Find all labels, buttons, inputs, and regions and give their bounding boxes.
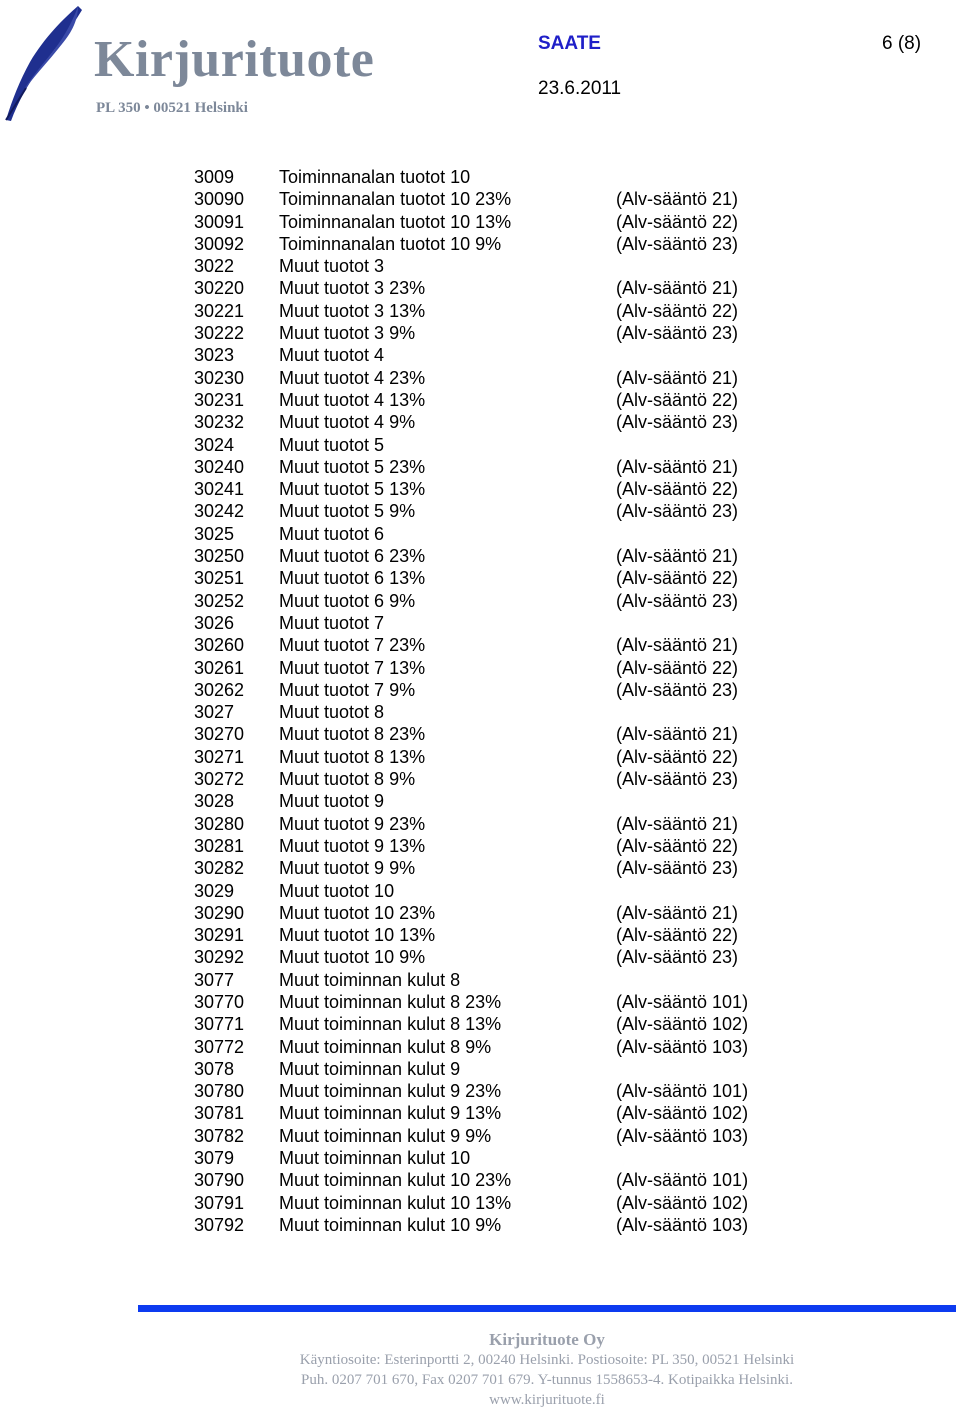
account-code: 30792 bbox=[194, 1214, 245, 1235]
account-name: Muut tuotot 5 9% bbox=[279, 501, 416, 522]
account-name: Muut tuotot 10 23% bbox=[279, 902, 436, 923]
account-code: 30771 bbox=[194, 1014, 245, 1035]
account-code: 30782 bbox=[194, 1125, 245, 1146]
account-name: Muut toiminnan kulut 8 23% bbox=[279, 991, 502, 1012]
document-date: 23.6.2011 bbox=[538, 78, 622, 99]
page-number: 6 (8) bbox=[882, 33, 922, 54]
account-code: 3023 bbox=[194, 345, 235, 366]
vat-rule: (Alv-sääntö 22) bbox=[616, 925, 739, 946]
account-code: 30281 bbox=[194, 835, 245, 856]
vat-rule: (Alv-sääntö 102) bbox=[616, 1014, 749, 1035]
account-name: Muut tuotot 8 13% bbox=[279, 746, 426, 767]
account-name: Muut toiminnan kulut 10 23% bbox=[279, 1170, 512, 1191]
account-name: Muut tuotot 7 9% bbox=[279, 679, 416, 700]
account-name: Muut tuotot 7 13% bbox=[279, 657, 426, 678]
account-name: Toiminnanalan tuotot 10 9% bbox=[279, 233, 502, 254]
vat-rule: (Alv-sääntö 101) bbox=[616, 1170, 749, 1191]
account-code: 30280 bbox=[194, 813, 245, 834]
account-code: 3026 bbox=[194, 612, 235, 633]
account-name: Muut toiminnan kulut 9 9% bbox=[279, 1125, 492, 1146]
account-code: 30241 bbox=[194, 479, 245, 500]
account-name: Muut tuotot 3 bbox=[279, 256, 385, 277]
account-name: Muut tuotot 9 13% bbox=[279, 835, 426, 856]
account-name: Toiminnanalan tuotot 10 13% bbox=[279, 211, 512, 232]
vat-rule: (Alv-sääntö 23) bbox=[616, 323, 739, 344]
account-code: 30090 bbox=[194, 189, 245, 210]
vat-rule: (Alv-sääntö 103) bbox=[616, 1214, 749, 1235]
account-code: 30092 bbox=[194, 233, 245, 254]
account-code: 3025 bbox=[194, 523, 235, 544]
vat-rule: (Alv-sääntö 22) bbox=[616, 568, 739, 589]
account-code: 3009 bbox=[194, 167, 235, 187]
account-name: Muut tuotot 9 9% bbox=[279, 858, 416, 879]
vat-rule: (Alv-sääntö 102) bbox=[616, 1103, 749, 1124]
account-name: Muut tuotot 5 23% bbox=[279, 456, 426, 477]
account-name: Muut tuotot 6 9% bbox=[279, 590, 416, 611]
account-name: Muut tuotot 10 9% bbox=[279, 947, 426, 968]
account-code: 30091 bbox=[194, 211, 245, 232]
account-name: Muut toiminnan kulut 8 13% bbox=[279, 1014, 502, 1035]
account-code: 30292 bbox=[194, 947, 245, 968]
account-code: 30290 bbox=[194, 902, 245, 923]
account-name: Muut tuotot 3 23% bbox=[279, 278, 426, 299]
account-code: 30261 bbox=[194, 657, 245, 678]
account-code: 3029 bbox=[194, 880, 235, 901]
vat-rule: (Alv-sääntö 23) bbox=[616, 412, 739, 433]
account-code: 30240 bbox=[194, 456, 245, 477]
account-name: Muut tuotot 7 bbox=[279, 612, 385, 633]
account-code: 30260 bbox=[194, 635, 245, 656]
account-name: Muut tuotot 4 23% bbox=[279, 367, 426, 388]
vat-rule: (Alv-sääntö 22) bbox=[616, 746, 739, 767]
account-code: 3022 bbox=[194, 256, 235, 277]
account-name: Muut tuotot 5 13% bbox=[279, 479, 426, 500]
account-code: 30791 bbox=[194, 1192, 245, 1213]
account-code: 30770 bbox=[194, 991, 245, 1012]
account-code: 30220 bbox=[194, 278, 245, 299]
account-name: Muut tuotot 9 bbox=[279, 791, 385, 812]
account-code: 30781 bbox=[194, 1103, 245, 1124]
account-name: Muut toiminnan kulut 8 bbox=[279, 969, 461, 990]
vat-rule: (Alv-sääntö 21) bbox=[616, 456, 739, 477]
vat-rule: (Alv-sääntö 22) bbox=[616, 300, 739, 321]
vat-rule: (Alv-sääntö 103) bbox=[616, 1125, 749, 1146]
vat-rule: (Alv-sääntö 21) bbox=[616, 278, 739, 299]
footer-company: Kirjurituote Oy bbox=[489, 1330, 605, 1349]
account-code: 30222 bbox=[194, 323, 245, 344]
account-name: Muut tuotot 8 bbox=[279, 702, 385, 723]
vat-rule: (Alv-sääntö 22) bbox=[616, 657, 739, 678]
account-code: 30271 bbox=[194, 746, 245, 767]
account-name: Muut toiminnan kulut 9 bbox=[279, 1058, 461, 1079]
footer-address: Käyntiosoite: Esterinportti 2, 00240 Helsinki. Postiosoite: PL 350, 00521 Helsinki bbox=[299, 1352, 795, 1368]
account-code: 30772 bbox=[194, 1036, 245, 1057]
account-name: Muut toiminnan kulut 10 bbox=[279, 1148, 471, 1169]
account-code: 30232 bbox=[194, 412, 245, 433]
account-code: 30790 bbox=[194, 1170, 245, 1191]
account-code: 30272 bbox=[194, 769, 245, 790]
account-name: Muut toiminnan kulut 9 23% bbox=[279, 1081, 502, 1102]
account-code: 30780 bbox=[194, 1081, 245, 1102]
vat-rule: (Alv-sääntö 23) bbox=[616, 679, 739, 700]
vat-rule: (Alv-sääntö 22) bbox=[616, 389, 739, 410]
vat-rule: (Alv-sääntö 23) bbox=[616, 947, 739, 968]
account-code: 30282 bbox=[194, 858, 245, 879]
vat-rule: (Alv-sääntö 101) bbox=[616, 991, 749, 1012]
account-code: 3078 bbox=[194, 1058, 235, 1079]
account-code: 30251 bbox=[194, 568, 245, 589]
footer bbox=[262, 1330, 832, 1410]
vat-rule: (Alv-sääntö 22) bbox=[616, 835, 739, 856]
account-name: Muut tuotot 6 13% bbox=[279, 568, 426, 589]
footer-website: www.kirjurituote.fi bbox=[489, 1392, 605, 1408]
account-code: 3027 bbox=[194, 702, 235, 723]
company-logo bbox=[2, 4, 382, 124]
account-code: 30252 bbox=[194, 590, 245, 611]
vat-rule: (Alv-sääntö 21) bbox=[616, 902, 739, 923]
vat-rule: (Alv-sääntö 23) bbox=[616, 233, 739, 254]
account-name: Muut tuotot 4 bbox=[279, 345, 385, 366]
vat-rule: (Alv-sääntö 103) bbox=[616, 1036, 749, 1057]
account-code: 30242 bbox=[194, 501, 245, 522]
account-code: 30291 bbox=[194, 925, 245, 946]
logo-company-name: Kirjurituote bbox=[94, 31, 375, 88]
vat-rule: (Alv-sääntö 23) bbox=[616, 590, 739, 611]
account-name: Muut tuotot 8 9% bbox=[279, 769, 416, 790]
vat-rule: (Alv-sääntö 102) bbox=[616, 1192, 749, 1213]
account-name: Muut toiminnan kulut 8 9% bbox=[279, 1036, 492, 1057]
vat-rule: (Alv-sääntö 23) bbox=[616, 769, 739, 790]
account-name: Muut tuotot 5 bbox=[279, 434, 385, 455]
account-name: Muut tuotot 10 13% bbox=[279, 925, 436, 946]
vat-rule: (Alv-sääntö 21) bbox=[616, 635, 739, 656]
vat-rule: (Alv-sääntö 21) bbox=[616, 813, 739, 834]
account-code: 3077 bbox=[194, 969, 235, 990]
account-name: Muut tuotot 6 bbox=[279, 523, 385, 544]
account-name: Muut toiminnan kulut 9 13% bbox=[279, 1103, 502, 1124]
account-code: 30221 bbox=[194, 300, 245, 321]
account-code: 30270 bbox=[194, 724, 245, 745]
logo-address: PL 350 • 00521 Helsinki bbox=[96, 100, 248, 116]
footer-divider bbox=[138, 1305, 956, 1312]
account-name: Muut tuotot 3 9% bbox=[279, 323, 416, 344]
account-name: Muut tuotot 7 23% bbox=[279, 635, 426, 656]
account-name: Toiminnanalan tuotot 10 bbox=[279, 167, 471, 187]
account-name: Muut tuotot 3 13% bbox=[279, 300, 426, 321]
account-code: 30262 bbox=[194, 679, 245, 700]
quill-feather-icon bbox=[2, 4, 92, 124]
account-name: Muut tuotot 9 23% bbox=[279, 813, 426, 834]
account-code: 3079 bbox=[194, 1148, 235, 1169]
account-name: Toiminnanalan tuotot 10 23% bbox=[279, 189, 512, 210]
account-name: Muut tuotot 4 9% bbox=[279, 412, 416, 433]
account-name: Muut toiminnan kulut 10 9% bbox=[279, 1214, 502, 1235]
account-name: Muut tuotot 10 bbox=[279, 880, 395, 901]
account-code: 3024 bbox=[194, 434, 235, 455]
vat-rule: (Alv-sääntö 101) bbox=[616, 1081, 749, 1102]
document-title: SAATE bbox=[538, 33, 601, 54]
vat-rule: (Alv-sääntö 22) bbox=[616, 211, 739, 232]
footer-contact: Puh. 0207 701 670, Fax 0207 701 679. Y-tunnus 1558653-4. Kotipaikka Helsinki. bbox=[301, 1372, 793, 1388]
account-code: 30231 bbox=[194, 389, 245, 410]
account-code: 30230 bbox=[194, 367, 245, 388]
account-name: Muut tuotot 6 23% bbox=[279, 546, 426, 567]
account-name: Muut tuotot 4 13% bbox=[279, 389, 426, 410]
vat-rule: (Alv-sääntö 21) bbox=[616, 546, 739, 567]
account-name: Muut toiminnan kulut 10 13% bbox=[279, 1192, 512, 1213]
vat-rule: (Alv-sääntö 23) bbox=[616, 501, 739, 522]
vat-rule: (Alv-sääntö 21) bbox=[616, 189, 739, 210]
account-code: 3028 bbox=[194, 791, 235, 812]
vat-rule: (Alv-sääntö 23) bbox=[616, 858, 739, 879]
account-name: Muut tuotot 8 23% bbox=[279, 724, 426, 745]
account-code: 30250 bbox=[194, 546, 245, 567]
vat-rule: (Alv-sääntö 21) bbox=[616, 367, 739, 388]
vat-rule: (Alv-sääntö 21) bbox=[616, 724, 739, 745]
vat-rule: (Alv-sääntö 22) bbox=[616, 479, 739, 500]
